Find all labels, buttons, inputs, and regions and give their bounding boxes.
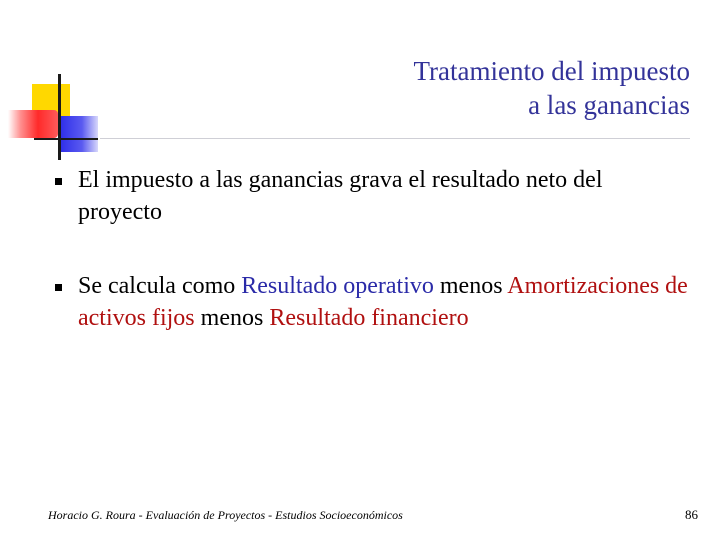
title-line-1: Tratamiento del impuesto	[413, 56, 690, 86]
bullet-text-connector: menos	[194, 305, 270, 331]
footer-text: Horacio G. Roura - Evaluación de Proyectos - Estudios Socioeconómicos	[48, 508, 403, 522]
square-bullet-icon	[55, 178, 62, 185]
title-divider	[100, 138, 690, 139]
bullet-text-connector: menos	[433, 273, 508, 299]
bullet-text-prefix: Se calcula como	[78, 273, 242, 299]
bullet-text: El impuesto a las ganancias grava el resultado neto del proyecto	[78, 167, 603, 225]
logo-blue-square	[58, 116, 98, 152]
term-resultado-operativo: Resultado operativo	[241, 273, 434, 299]
logo-vertical-line	[58, 74, 61, 160]
title-line-2: a las ganancias	[528, 90, 690, 120]
bullet-item	[50, 270, 690, 334]
slide-title	[170, 54, 690, 122]
term-resultado-financiero: Resultado financiero	[269, 305, 469, 331]
bullet-list	[50, 164, 690, 376]
bullet-item	[50, 164, 690, 228]
term-amortizaciones: Amortizaciones de activos fijos	[78, 273, 688, 331]
page-number: 86	[685, 507, 698, 522]
decorative-logo-icon	[8, 74, 98, 166]
square-bullet-icon	[55, 284, 62, 291]
logo-horizontal-line	[34, 138, 98, 140]
logo-red-bar	[8, 110, 58, 138]
